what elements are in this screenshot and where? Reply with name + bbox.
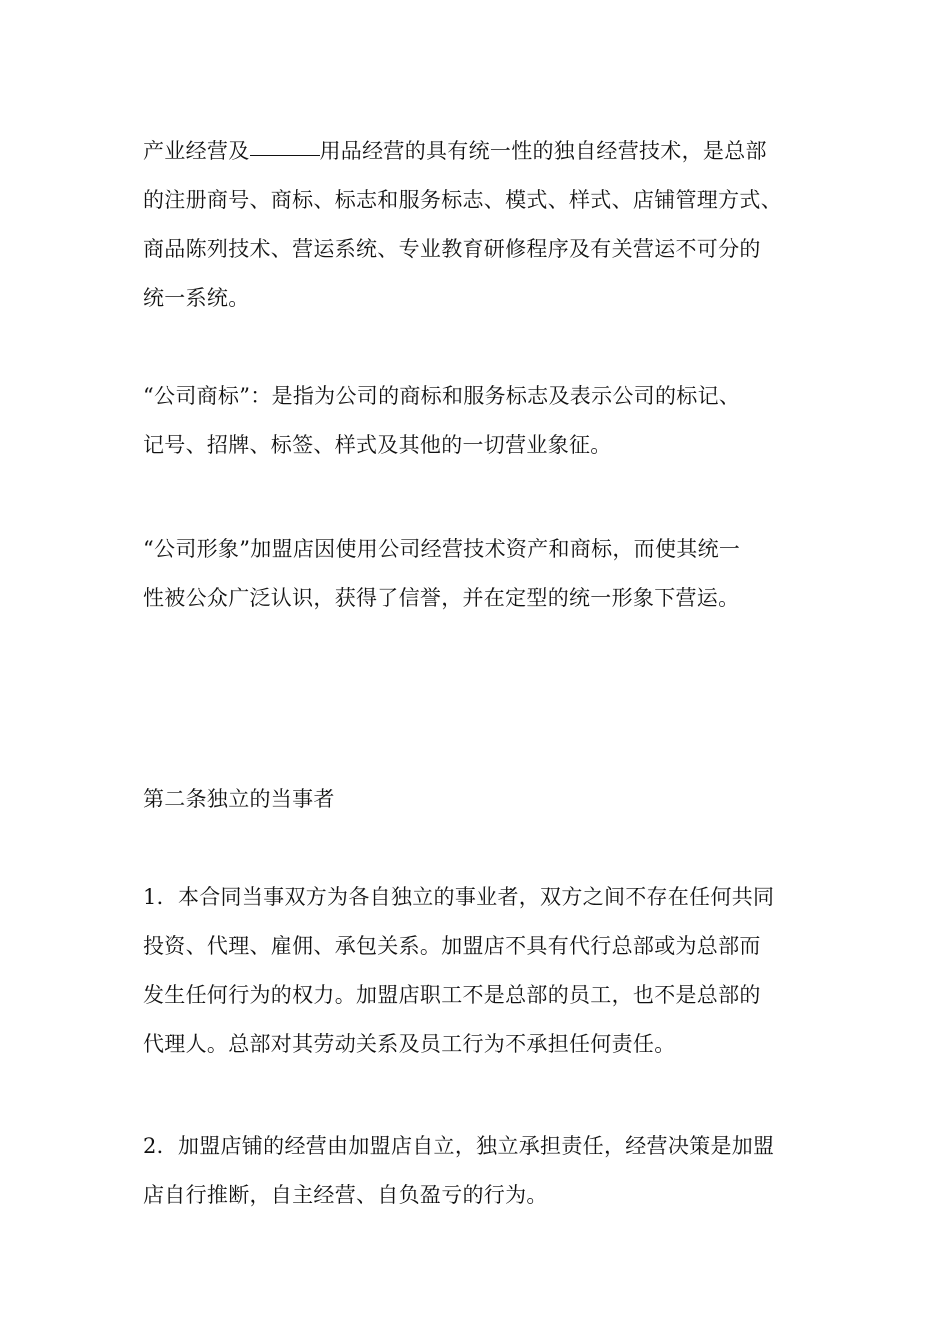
heading-text: 第二条独立的当事者 [143, 787, 335, 811]
text-line: 发生任何行为的权力。加盟店职工不是总部的员工，也不是总部的 [143, 983, 761, 1007]
fill-in-blank [250, 154, 320, 156]
text-line: 投资、代理、雇佣、承包关系。加盟店不具有代行总部或为总部而 [143, 934, 761, 958]
text-line: 记号、招牌、标签、样式及其他的一切营业象征。 [143, 433, 612, 457]
text-line: 店自行推断，自主经营、自负盈亏的行为。 [143, 1183, 548, 1207]
text-line: 性被公众广泛认识，获得了信誉，并在定型的统一形象下营运。 [143, 586, 740, 610]
text-line: “公司商标”：是指为公司的商标和服务标志及表示公司的标记、 [143, 384, 741, 408]
text-line: 的注册商号、商标、标志和服务标志、模式、样式、店铺管理方式、 [143, 188, 782, 212]
text-fragment: 产业经营及 [143, 139, 250, 163]
text-line: 商品陈列技术、营运系统、专业教育研修程序及有关营运不可分的 [143, 237, 761, 261]
text-line: 统一系统。 [143, 286, 250, 310]
section-heading [143, 775, 833, 824]
paragraph-company-trademark [143, 372, 833, 470]
text-line: 1．本合同当事双方为各自独立的事业者，双方之间不存在任何共同 [143, 885, 775, 909]
clause-item-1 [143, 873, 833, 1069]
text-fragment: 用品经营的具有统一性的独自经营技术，是总部 [319, 139, 767, 163]
paragraph-business-technology [143, 127, 833, 323]
paragraph-company-image [143, 525, 833, 623]
text-line [143, 127, 833, 176]
text-line: 代理人。总部对其劳动关系及员工行为不承担任何责任。 [143, 1032, 676, 1056]
clause-item-2 [143, 1122, 833, 1220]
text-line: 2．加盟店铺的经营由加盟店自立，独立承担责任，经营决策是加盟 [143, 1134, 775, 1158]
text-line: “公司形象”加盟店因使用公司经营技术资产和商标，而使其统一 [143, 537, 741, 561]
